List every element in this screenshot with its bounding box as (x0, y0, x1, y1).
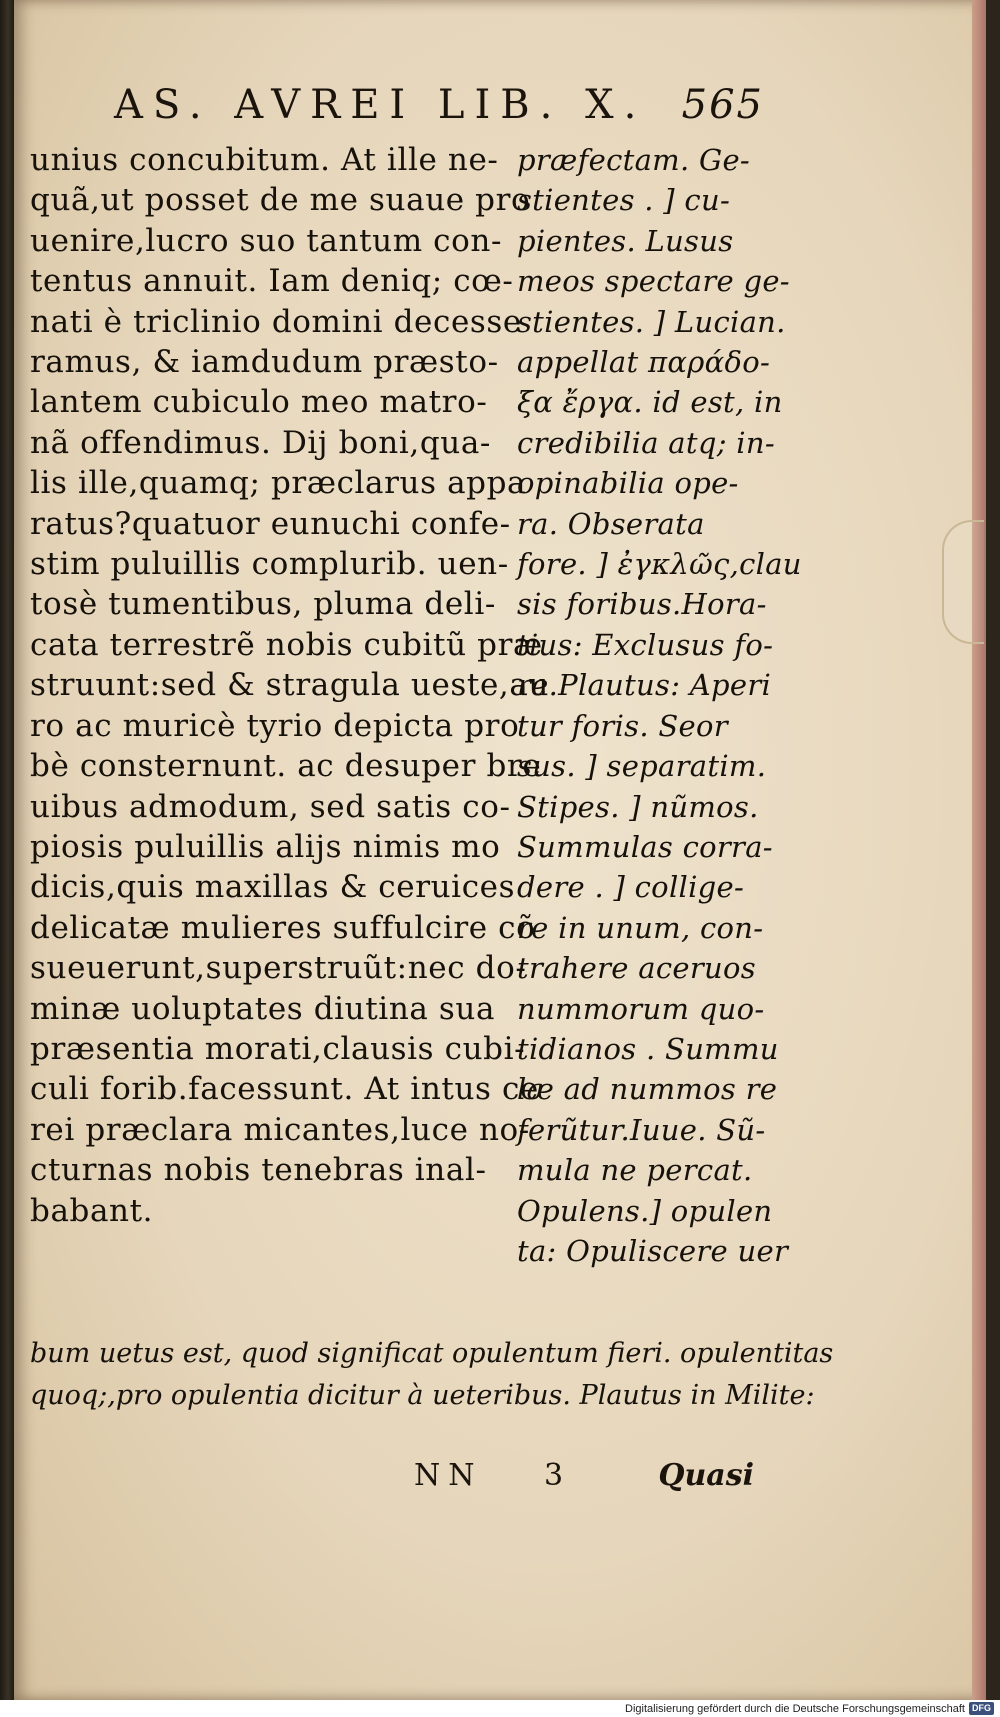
text-line: uenire,lucro suo tantum con- (30, 222, 503, 259)
commentary-line: pientes. Lusus (517, 223, 734, 258)
commentary-line: Opulens.] opulen (517, 1193, 773, 1228)
text-line: nã offendimus. Dij boni,qua- (30, 424, 492, 461)
dfg-logo-icon: DFG (969, 1702, 994, 1715)
commentary-line: præfectam. Ge- (517, 143, 751, 177)
commentary-line: Stipes. ] nũmos. (517, 789, 759, 824)
commentary-line: mula ne percat. (517, 1153, 753, 1188)
commentary-line: stientes . ] cu- (517, 183, 731, 218)
text-line: bè consternunt. ac desuper bre (30, 748, 542, 785)
catchword: Quasi (658, 1458, 754, 1493)
text-line: nati è triclinio domini decesse (30, 303, 522, 340)
digitization-footer (0, 1700, 1000, 1717)
text-line: sueuerunt,superstruũt:nec do- (30, 950, 527, 987)
folio-number: 565 (681, 82, 764, 128)
commentary-line: tur foris. Seor (517, 708, 728, 743)
commentary-line: meos spectare ge- (517, 264, 790, 299)
page-tab-mark (942, 520, 984, 644)
text-line: uibus admodum, sed satis co- (30, 788, 511, 825)
commentary-line: stientes. ] Lucian. (517, 304, 786, 339)
commentary-line: re.Plautus: Aperi (517, 668, 772, 703)
text-line: lantem cubiculo meo matro- (30, 384, 488, 421)
commentary-line: trahere aceruos (517, 951, 756, 986)
main-text-column (30, 140, 550, 1231)
signature-number: 3 (544, 1458, 564, 1493)
commentary-line: ta: Opuliscere uer (517, 1233, 789, 1268)
commentary-line: ra. Obserata (517, 506, 705, 541)
text-line: tentus annuit. Iam deniq; cœ- (30, 263, 514, 300)
footer-credit: Digitalisierung gefördert durch die Deutsche Forschungsgemeinschaft (625, 1702, 965, 1715)
text-line: struunt:sed & stragula ueste,au (30, 667, 550, 704)
text-line: quã,ut posset de me suaue pro (30, 182, 531, 219)
text-line: culi forib.facessunt. At intus ce (30, 1071, 539, 1108)
commentary-line: opinabilia ope- (517, 466, 739, 501)
text-line: delicatæ mulieres suffulcire cõ (30, 909, 536, 946)
commentary-line: fore. ] ἐγκλῶς,clau (517, 547, 802, 582)
book-page (14, 0, 986, 1700)
commentary-line: tius: Exclusus fo- (517, 627, 774, 662)
commentary-line: dere . ] collige- (517, 870, 745, 905)
text-line: stim puluillis complurib. uen- (30, 546, 509, 583)
text-line: minæ uoluptates diutina sua (30, 990, 496, 1027)
signature-mark: NN (414, 1458, 483, 1493)
commentary-line: quoq;,pro opulentia dicitur à ueteribus. Plautus in Milite: (30, 1380, 815, 1411)
page-edge (972, 0, 986, 1700)
text-line: ramus, & iamdudum præsto- (30, 344, 499, 381)
commentary-line: læ ad nummos re (517, 1072, 778, 1107)
commentary-line: bum uetus est, quod significat opulentum fieri. opulentitas (30, 1338, 834, 1369)
text-line: dicis,quis maxillas & ceruices (30, 869, 516, 906)
commentary-line: nummorum quo- (517, 991, 765, 1026)
running-head-title: AS. AVREI LIB. X. (114, 82, 647, 128)
text-line: præsentia morati,clausis cubi- (30, 1030, 526, 1067)
full-width-commentary (30, 1333, 834, 1417)
commentary-column (517, 140, 802, 1271)
commentary-line: sis foribus.Hora- (517, 587, 767, 622)
text-line: piosis puluillis alijs nimis mo (30, 828, 501, 865)
text-line: tosè tumentibus, pluma deli- (30, 586, 496, 623)
running-head (114, 82, 764, 132)
text-line: unius concubitum. At ille ne- (30, 142, 499, 178)
commentary-line: ferũtur.Iuue. Sũ- (517, 1112, 766, 1147)
commentary-line: sus. ] separatim. (517, 749, 767, 784)
text-line: cturnas nobis tenebras inal- (30, 1152, 487, 1189)
text-line: cata terrestrẽ nobis cubitũ præ (30, 626, 543, 663)
text-line: lis ille,quamq; præclarus appa (30, 465, 527, 502)
commentary-line: credibilia atq; in- (517, 425, 775, 460)
text-line: ro ac muricè tyrio depicta pro (30, 707, 520, 744)
commentary-line: Summulas corra- (517, 829, 773, 864)
text-line: babant. (30, 1192, 154, 1229)
commentary-line: tidianos . Summu (517, 1031, 779, 1066)
signature-line (394, 1458, 754, 1502)
text-line: rei præclara micantes,luce no- (30, 1111, 530, 1148)
commentary-line: appellat παράδο- (517, 345, 771, 380)
text-line: ratus?quatuor eunuchi confe- (30, 505, 511, 542)
commentary-line: ξα ἔργα. id est, in (517, 385, 783, 420)
commentary-line: re in unum, con- (517, 910, 764, 945)
